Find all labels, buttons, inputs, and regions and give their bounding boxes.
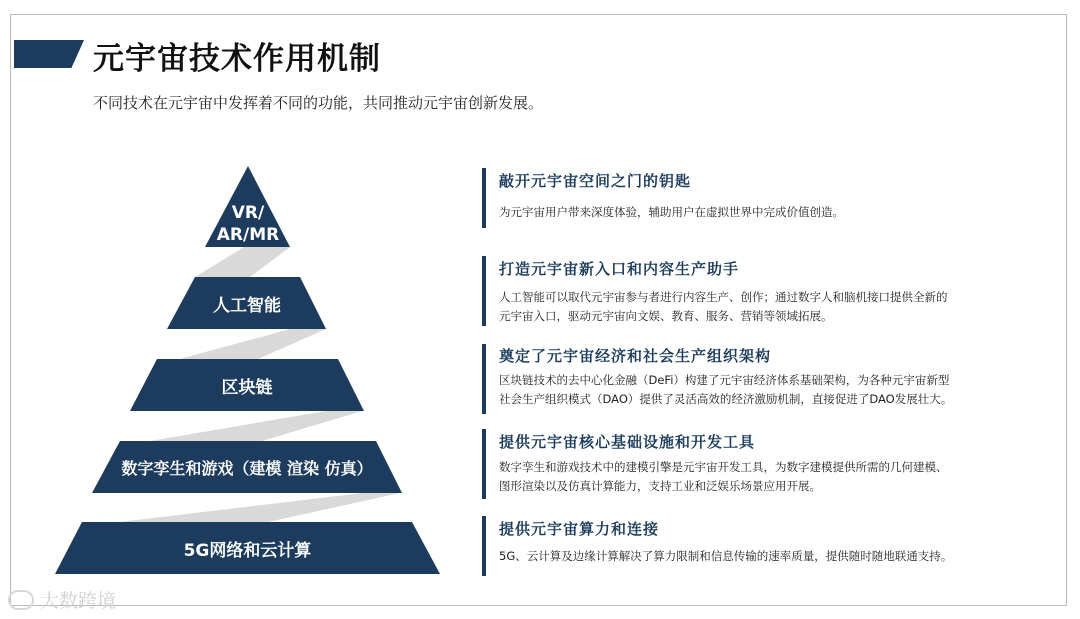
tier-label-blockchain: 区块链 bbox=[221, 377, 273, 398]
watermark-text: 大数跨境 bbox=[40, 590, 117, 612]
page-subtitle: 不同技术在元宇宙中发挥着不同的功能，共同推动元宇宙创新发展。 bbox=[93, 94, 544, 112]
pyramid-connector-2 bbox=[180, 329, 326, 359]
desc-heading: 提供元宇宙核心基础设施和开发工具 bbox=[499, 433, 756, 451]
desc-body: 人工智能可以取代元宇宙参与者进行内容生产、创作；通过数字人和脑机接口提供全新的 元宇宙入口，驱动元宇宙向文娱、教育、服务、营销等领域拓展。 bbox=[499, 290, 948, 323]
desc-accent-bar bbox=[482, 256, 486, 326]
desc-body: 区块链技术的去中心化金融（DeFi）构建了元宇宙经济体系基础架构，为各种元宇宙新型 社会生产组织模式（DAO）提供了灵活高效的经济激励机制，直接促进了DAO发展壮大。 bbox=[499, 373, 953, 406]
desc-heading: 奠定了元宇宙经济和社会生产组织架构 bbox=[499, 347, 772, 365]
desc-body: 数字孪生和游戏技术中的建模引擎是元宇宙开发工具，为数字建模提供所需的几何建模、 图形渲染以及仿真计算能力，支持工业和泛娱乐场景应用开展。 bbox=[499, 460, 948, 493]
watermark-logo-icon bbox=[8, 590, 34, 610]
desc-accent-bar bbox=[482, 429, 486, 499]
desc-heading: 打造元宇宙新入口和内容生产助手 bbox=[499, 260, 740, 278]
pyramid-connector-3 bbox=[150, 411, 362, 441]
desc-accent-bar bbox=[482, 168, 486, 228]
pyramid-connector-4 bbox=[120, 493, 400, 522]
tier-label-ai: 人工智能 bbox=[213, 295, 281, 316]
tier-label-digital-twin: 数字孪生和游戏（建模 渲染 仿真） bbox=[121, 458, 373, 478]
watermark bbox=[8, 586, 116, 613]
desc-accent-bar bbox=[482, 516, 486, 576]
tier-label-vr-ar-mr: VR/ AR/MR bbox=[216, 203, 280, 245]
pyramid-connector-1 bbox=[195, 247, 290, 277]
tier-label-5g-cloud: 5G网络和云计算 bbox=[183, 540, 312, 561]
desc-heading: 敲开元宇宙空间之门的钥匙 bbox=[499, 172, 692, 190]
desc-heading: 提供元宇宙算力和连接 bbox=[499, 520, 660, 538]
desc-accent-bar bbox=[482, 344, 486, 414]
desc-body: 为元宇宙用户带来深度体验，辅助用户在虚拟世界中完成价值创造。 bbox=[499, 205, 844, 219]
desc-body: 5G、云计算及边缘计算解决了算力限制和信息传输的速率质量，提供随时随地联通支持。 bbox=[499, 549, 953, 563]
page-title: 元宇宙技术作用机制 bbox=[93, 41, 381, 77]
